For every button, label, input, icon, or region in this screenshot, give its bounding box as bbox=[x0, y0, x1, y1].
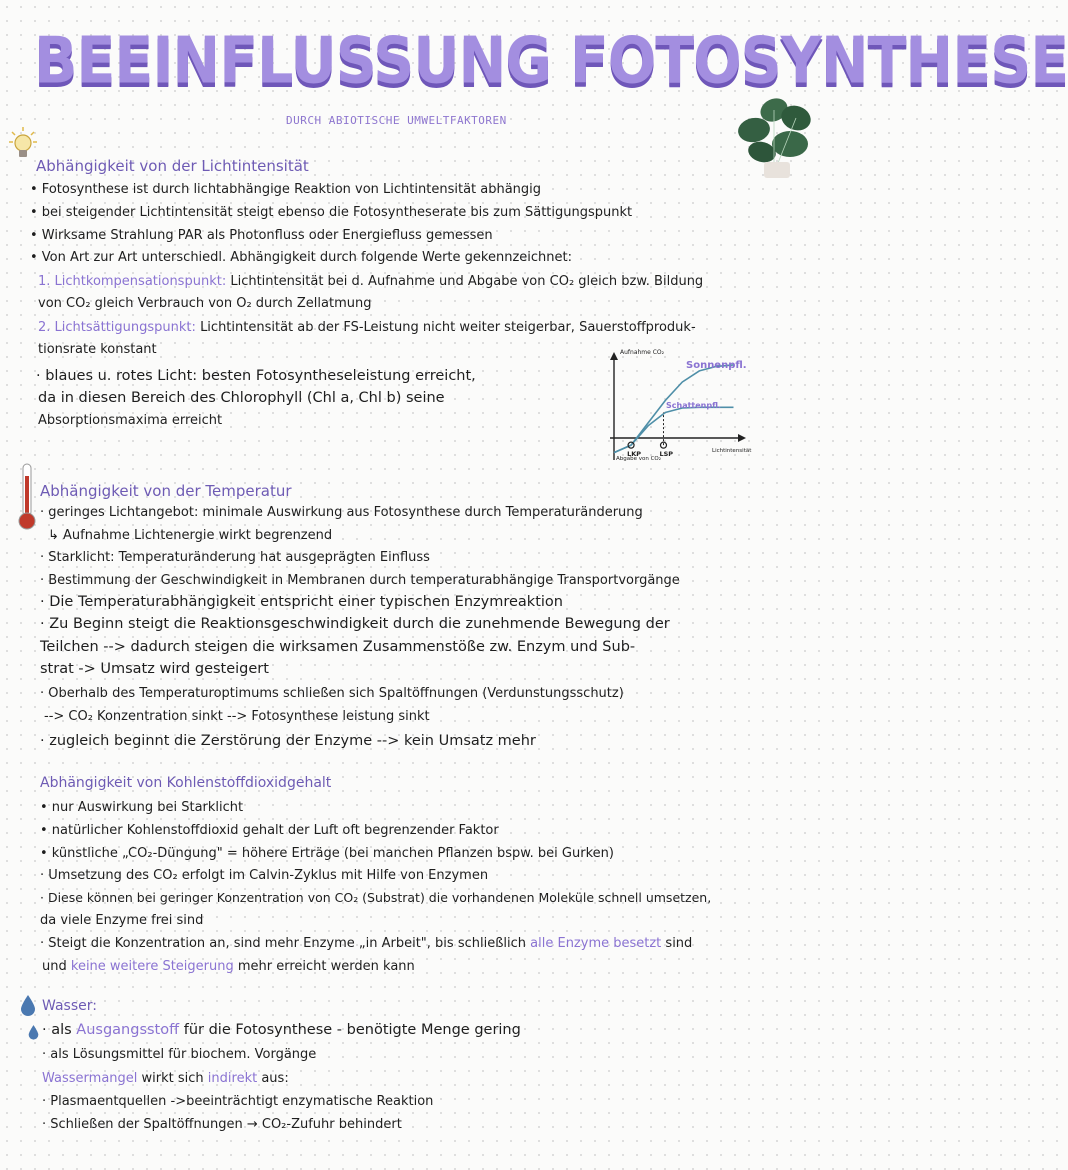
light-point-1-cont: von CO₂ gleich Verbrauch von O₂ durch Zellatmung bbox=[38, 296, 372, 311]
chart-legend-label-1: Sonnenpfl. bbox=[686, 360, 747, 371]
page-title: BEEINFLUSSUNG FOTOSYNTHESE bbox=[34, 24, 1068, 99]
temp-line-1: · geringes Lichtangebot: minimale Auswirkung aus Fotosynthese durch Temperaturänderung bbox=[40, 505, 643, 520]
chart-xlabel: Lichtintensität bbox=[712, 448, 752, 454]
co2-line-2: • natürlicher Kohlenstoffdioxid gehalt der Luft oft begrenzender Faktor bbox=[40, 823, 499, 838]
co2-line-1: • nur Auswirkung bei Starklicht bbox=[40, 800, 244, 815]
chart-y-arrow bbox=[610, 352, 618, 360]
section-heading-temperature: Abhängigkeit von der Temperatur bbox=[40, 482, 292, 500]
light-bullet-4: • Von Art zur Art unterschiedl. Abhängigkeit durch folgende Werte gekennzeichnet: bbox=[30, 250, 572, 265]
water-line-3-a: Wassermangel bbox=[42, 1071, 138, 1086]
co2-line-3: • künstliche „CO₂-Düngung" = höhere Erträge (bei manchen Pflanzen bspw. bei Gurken) bbox=[40, 846, 614, 861]
light-point-2-label: 2. Lichtsättigungspunkt: bbox=[38, 320, 196, 335]
light-point-2 bbox=[38, 320, 696, 336]
page-subtitle: DURCH ABIOTISCHE UMWELTFAKTOREN bbox=[286, 114, 507, 127]
light-bullet-2: • bei steigender Lichtintensität steigt ebenso die Fotosyntheserate bis zum Sättigungspunkt bbox=[30, 205, 633, 220]
temp-line-4: · Bestimmung der Geschwindigkeit in Membranen durch temperaturabhängige Transportvorgänge bbox=[40, 573, 680, 588]
temp-line-9: · Oberhalb des Temperaturoptimums schließen sich Spaltöffnungen (Verdunstungsschutz) bbox=[40, 686, 624, 701]
co2-line-8-c: mehr erreicht werden kann bbox=[237, 959, 415, 974]
light-saturation-chart bbox=[592, 342, 792, 474]
light-point-2-cont: tionsrate konstant bbox=[38, 342, 157, 357]
water-line-3 bbox=[42, 1071, 289, 1087]
co2-line-8-a: und bbox=[42, 959, 67, 974]
temp-line-8: strat -> Umsatz wird gesteigert bbox=[40, 661, 269, 677]
lightbulb-icon bbox=[8, 126, 38, 162]
water-drop-icon bbox=[20, 994, 36, 1016]
section-heading-light: Abhängigkeit von der Lichtintensität bbox=[36, 157, 309, 175]
chart-marker-label-lkp: LKP bbox=[627, 450, 642, 459]
co2-line-7 bbox=[40, 936, 692, 952]
section-heading-co2: Abhängigkeit von Kohlenstoffdioxidgehalt bbox=[40, 775, 332, 791]
plant-icon bbox=[734, 88, 816, 180]
chart-svg bbox=[592, 342, 792, 474]
temp-line-7: Teilchen --> dadurch steigen die wirksamen Zusammenstöße zw. Enzym und Sub- bbox=[40, 639, 636, 655]
thermometer-icon bbox=[16, 462, 38, 532]
temp-line-2: ↳ Aufnahme Lichtenergie wirkt begrenzend bbox=[48, 528, 333, 543]
co2-line-8-highlight: keine weitere Steigerung bbox=[70, 959, 234, 974]
light-blue-red-2: da in diesen Bereich des Chlorophyll (Chl a, Chl b) seine bbox=[38, 390, 445, 406]
water-line-4: · Plasmaentquellen ->beeinträchtigt enzymatische Reaktion bbox=[42, 1094, 434, 1109]
water-line-2: · als Lösungsmittel für biochem. Vorgänge bbox=[42, 1047, 317, 1062]
light-point-1-text: Lichtintensität bei d. Aufnahme und Abgabe von CO₂ gleich bzw. Bildung bbox=[230, 274, 704, 289]
chart-series-line-2 bbox=[614, 407, 734, 452]
chart-marker-label-lsp: LSP bbox=[659, 450, 674, 459]
light-blue-red-1: · blaues u. rotes Licht: besten Fotosyntheseleistung erreicht, bbox=[36, 368, 476, 384]
light-blue-red-3: Absorptionsmaxima erreicht bbox=[38, 413, 223, 428]
water-line-1-c: für die Fotosynthese - benötigte Menge gering bbox=[183, 1022, 521, 1038]
chart-ylabel: Aufnahme CO₂ bbox=[620, 349, 665, 356]
chart-legend-label-2: Schattenpfl. bbox=[666, 401, 722, 410]
co2-line-4: · Umsetzung des CO₂ erfolgt im Calvin-Zyklus mit Hilfe von Enzymen bbox=[40, 868, 489, 883]
co2-line-7-a: · Steigt die Konzentration an, sind mehr Enzyme „in Arbeit", bis schließlich bbox=[40, 936, 527, 951]
chart-ylabel-bottom: Abgabe von CO₂ bbox=[616, 456, 661, 462]
water-line-1-a: · als bbox=[42, 1022, 72, 1038]
temp-line-3: · Starklicht: Temperaturänderung hat ausgeprägten Einfluss bbox=[40, 550, 430, 565]
light-point-2-text: Lichtintensität ab der FS-Leistung nicht weiter steigerbar, Sauerstoffproduk- bbox=[200, 320, 696, 335]
co2-line-8 bbox=[42, 959, 415, 975]
water-line-1-highlight: Ausgangsstoff bbox=[76, 1022, 180, 1038]
chart-x-arrow bbox=[738, 434, 746, 442]
co2-line-7-highlight: alle Enzyme besetzt bbox=[530, 936, 662, 951]
water-line-5: · Schließen der Spaltöffnungen → CO₂-Zufuhr behindert bbox=[42, 1117, 402, 1132]
water-line-3-b: wirkt sich bbox=[141, 1071, 204, 1086]
co2-line-6: da viele Enzyme frei sind bbox=[40, 913, 204, 928]
light-point-1 bbox=[38, 274, 703, 290]
light-point-1-label: 1. Lichtkompensationspunkt: bbox=[38, 274, 227, 289]
temp-line-6: · Zu Beginn steigt die Reaktionsgeschwindigkeit durch die zunehmende Bewegung der bbox=[40, 616, 670, 632]
section-heading-water: Wasser: bbox=[42, 998, 97, 1014]
light-bullet-3: • Wirksame Strahlung PAR als Photonfluss oder Energiefluss gemessen bbox=[30, 228, 493, 243]
temp-line-11: · zugleich beginnt die Zerstörung der Enzyme --> kein Umsatz mehr bbox=[40, 733, 536, 749]
light-bullet-1: • Fotosynthese ist durch lichtabhängige Reaktion von Lichtintensität abhängig bbox=[30, 182, 542, 197]
temp-line-10: --> CO₂ Konzentration sinkt --> Fotosynthese leistung sinkt bbox=[44, 709, 430, 724]
temp-line-5: · Die Temperaturabhängigkeit entspricht einer typischen Enzymreaktion bbox=[40, 594, 563, 610]
co2-line-5: · Diese können bei geringer Konzentration von CO₂ (Substrat) die vorhandenen Moleküle schnell umsetzen, bbox=[40, 890, 712, 905]
co2-line-7-c: sind bbox=[665, 936, 693, 951]
water-line-3-d: aus: bbox=[261, 1071, 289, 1086]
water-line-1 bbox=[42, 1022, 521, 1039]
water-drop-small-icon bbox=[28, 1024, 39, 1040]
water-line-3-c: indirekt bbox=[207, 1071, 258, 1086]
